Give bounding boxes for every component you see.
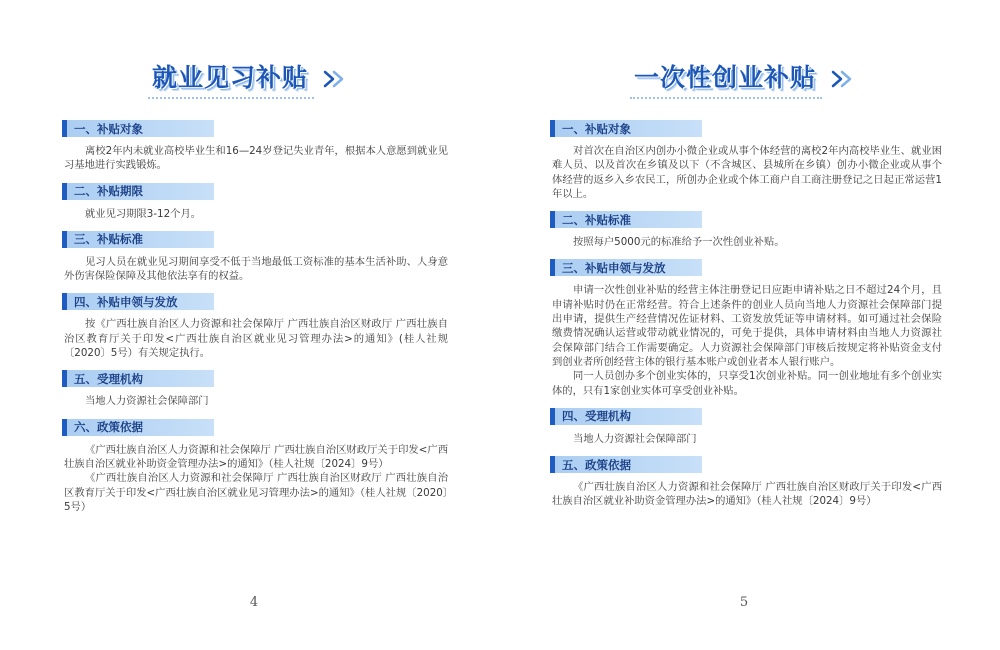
- section: [550, 211, 942, 249]
- section: [550, 456, 942, 509]
- section-heading: 二、补贴标准: [562, 212, 631, 227]
- left-title-wrap: [152, 58, 348, 94]
- paragraph: 离校2年内未就业高校毕业生和16—24岁登记失业青年，根据本人意愿到就业见习基地进行实践锻炼。: [64, 145, 448, 172]
- section-header: [550, 456, 702, 473]
- page-number: 4: [249, 595, 259, 610]
- page-number: 5: [739, 595, 749, 610]
- left-sections: [62, 120, 448, 524]
- right-sections: [550, 120, 942, 519]
- double-chevron-arrow-icon: [322, 68, 348, 90]
- section-header: [62, 419, 214, 436]
- page-title: 就业见习补贴: [152, 58, 308, 94]
- paragraph: 当地人力资源社会保障部门: [573, 432, 697, 445]
- section-header: [550, 120, 702, 137]
- paragraph: 当地人力资源社会保障部门: [85, 395, 209, 408]
- section: [62, 183, 448, 221]
- right-title-wrap: [634, 58, 856, 94]
- paragraph: 见习人员在就业见习期间享受不低于当地最低工资标准的基本生活补助、人身意外伤害保险保障及其他依法享有的权益。: [64, 255, 448, 283]
- section-header: [550, 259, 702, 276]
- double-chevron-arrow-icon: [830, 68, 856, 90]
- paragraph: 同一人员创办多个创业实体的，只享受1次创业补贴。同一创业地址有多个创业实体的，只有1家创业实体可享受创业补贴。: [552, 370, 942, 397]
- right-page: [500, 0, 1000, 650]
- section-heading: 五、受理机构: [74, 371, 143, 386]
- section-header: [550, 408, 702, 425]
- paragraph: 《广西壮族自治区人力资源和社会保障厅 广西壮族自治区财政厅关于印发<广西壮族自治区就业补助资金管理办法>的通知》（桂人社规〔2024〕9号）: [64, 443, 448, 470]
- section: [550, 120, 942, 201]
- section: [62, 231, 448, 284]
- paragraph: 按《广西壮族自治区人力资源和社会保障厅 广西壮族自治区财政厅 广西壮族自治区教育厅关于印发<广西壮族自治区就业见习管理办法>的通知》(桂人社规〔2020〕5号）有关规定执行。: [64, 318, 448, 360]
- section: [62, 293, 448, 360]
- paragraph: 《广西壮族自治区人力资源和社会保障厅 广西壮族自治区财政厅关于印发<广西壮族自治区就业补助资金管理办法>的通知》（桂人社规〔2024〕9号）: [552, 481, 942, 508]
- section: [62, 120, 448, 173]
- paragraph: 按照每户5000元的标准给予一次性创业补贴。: [573, 236, 785, 249]
- section-heading: 五、政策依据: [562, 457, 631, 472]
- page-title: 一次性创业补贴: [634, 58, 816, 94]
- section-header: [550, 211, 702, 228]
- section-header: [62, 120, 214, 137]
- section-heading: 一、补贴对象: [74, 121, 143, 136]
- section: [62, 370, 448, 408]
- section-header: [62, 231, 214, 248]
- section-heading: 三、补贴标准: [74, 232, 143, 247]
- section: [550, 259, 942, 397]
- section-heading: 三、补贴申领与发放: [562, 260, 666, 275]
- section: [62, 419, 448, 514]
- section-heading: 一、补贴对象: [562, 121, 631, 136]
- section: [550, 408, 942, 446]
- paragraph: 对首次在自治区内创办小微企业或从事个体经营的离校2年内高校毕业生、就业困难人员、以及首次在乡镇及以下（不含城区、县城所在乡镇）创办小微企业或从事个体经营的返乡入乡农民工，所创办企业或个体工商户自工商注册登记之日起正常运营1年以上。: [552, 145, 942, 200]
- section-heading: 六、政策依据: [74, 420, 143, 435]
- paragraph: 就业见习期限3-12个月。: [85, 207, 202, 220]
- section-heading: 四、补贴申领与发放: [74, 294, 178, 309]
- paragraph: 申请一次性创业补贴的经营主体注册登记日应距申请补贴之日不超过24个月，且申请补贴时仍在正常经营。符合上述条件的创业人员向当地人力资源社会保障部门提出申请，提供生产经营情况佐证材料、工资发放凭证等申请材料。如可通过社会保险缴费情况确认运营或带动就业情况的，可免于提供，具体申请材料由当地人力资源社会保障部门结合工作需要确定。人力资源社会保障部门审核后按规定将补贴资金支付到创业者所创经营主体的银行基本账户或创业者本人银行账户。: [552, 284, 942, 368]
- section-heading: 二、补贴期限: [74, 184, 143, 199]
- section-header: [62, 293, 214, 310]
- section-heading: 四、受理机构: [562, 409, 631, 424]
- section-header: [62, 370, 214, 387]
- paragraph: 《广西壮族自治区人力资源和社会保障厅 广西壮族自治区财政厅 广西壮族自治区教育厅关于印发<广西壮族自治区就业见习管理办法>的通知》（桂人社规〔2020〕5号）: [64, 472, 448, 513]
- section-header: [62, 183, 214, 200]
